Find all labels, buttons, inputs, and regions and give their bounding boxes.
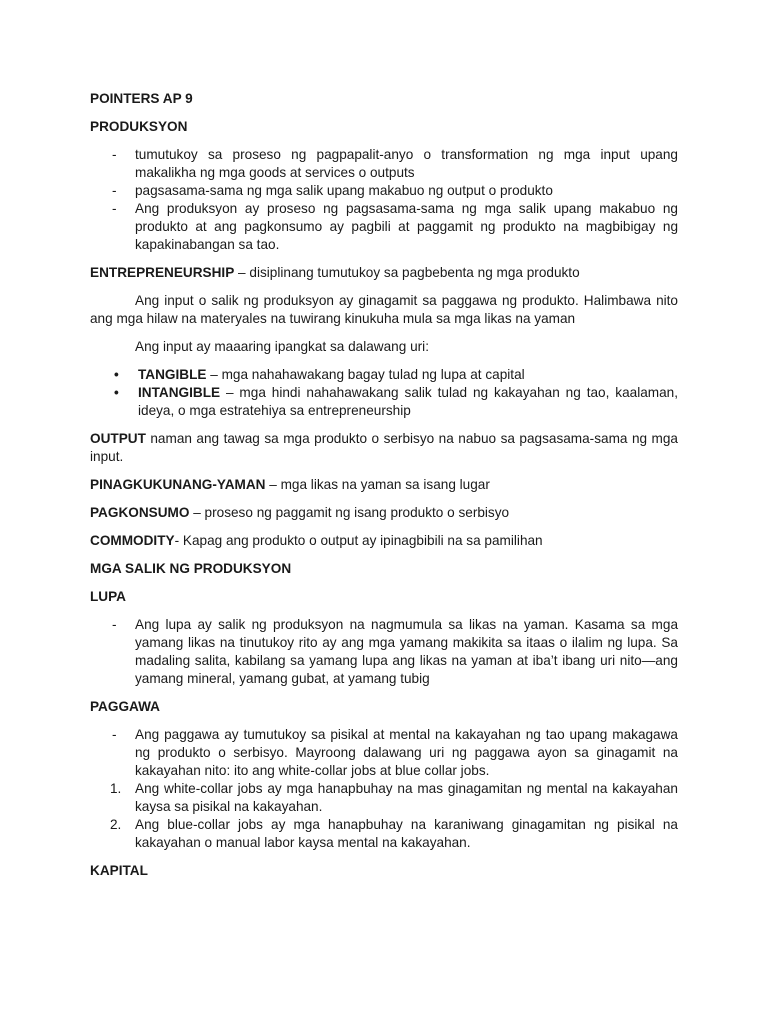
section-heading-produksyon: PRODUKSYON <box>90 119 188 134</box>
input-types-intro: Ang input ay maaaring ipangkat sa dalawang uri: <box>135 339 429 354</box>
number-marker: 2. <box>110 817 122 832</box>
pagkonsumo-definition: PAGKONSUMO – proseso ng paggamit ng isang produkto o serbisyo <box>90 505 510 520</box>
document-page <box>90 90 678 890</box>
term: PINAGKUKUNANG-YAMAN <box>90 477 266 492</box>
paggawa-numbered-list <box>90 780 678 852</box>
entrepreneurship-definition: ENTREPRENEURSHIP – disiplinang tumutukoy sa pagbebenta ng mga produkto <box>90 265 580 280</box>
document-title: POINTERS AP 9 <box>90 91 193 106</box>
dash-marker: - <box>112 201 117 216</box>
term: COMMODITY <box>90 533 175 548</box>
section-heading-paggawa: PAGGAWA <box>90 699 160 714</box>
number-marker: 1. <box>110 781 122 796</box>
input-types-list <box>90 366 678 420</box>
bullet-marker: • <box>114 367 119 382</box>
dash-marker: - <box>112 147 117 162</box>
dash-marker: - <box>112 183 117 198</box>
dash-marker: - <box>112 727 117 742</box>
pinagkukunang-yaman-definition: PINAGKUKUNANG-YAMAN – mga likas na yaman sa isang lugar <box>90 477 490 492</box>
list-item: • TANGIBLE – mga nahahawakang bagay tulad ng lupa at capital <box>114 367 525 382</box>
commodity-definition: COMMODITY- Kapag ang produkto o output ay ipinagbibili na sa pamilihan <box>90 533 543 548</box>
paggawa-list <box>90 726 678 780</box>
term: PAGKONSUMO <box>90 505 190 520</box>
list-item: - pagsasama-sama ng mga salik upang makabuo ng output o produkto <box>112 183 553 198</box>
produksyon-list <box>90 146 678 254</box>
dash-marker: - <box>112 617 117 632</box>
lupa-list <box>90 616 678 688</box>
term: OUTPUT <box>90 431 146 446</box>
input-paragraph: Ang input o salik ng produksyon ay ginagamit sa paggawa ng produkto. Halimbawa nito ang mga hilaw na materyales na tuwirang kinukuha mula sa mga likas na yaman <box>90 293 678 326</box>
bullet-marker: • <box>114 385 119 400</box>
term: INTANGIBLE <box>138 385 221 400</box>
list-item: 2. Ang blue-collar jobs ay mga hanapbuhay na karaniwang ginagamitan ng pisikal na kakayahan o manual labor kaysa mental na kakayahan. <box>110 817 678 850</box>
list-item: - Ang lupa ay salik ng produksyon na nagmumula sa likas na yaman. Kasama sa mga yamang likas na tinutukoy rito ay ang mga yamang makikita sa itaas o ilalim ng lupa. Sa madaling salita, kabilang sa yamang lupa ang likas na yaman at iba’t ibang uri nito—ang yamang mineral, yamang gubat, at yamang tubig <box>112 617 678 686</box>
list-item: • INTANGIBLE – mga hindi nahahawakang salik tulad ng kakayahan ng tao, kaalaman, ideya, o mga estratehiya sa entrepreneurship <box>114 385 678 418</box>
section-heading-kapital: KAPITAL <box>90 863 148 878</box>
term: ENTREPRENEURSHIP <box>90 265 235 280</box>
list-item: - Ang paggawa ay tumutukoy sa pisikal at mental na kakayahan ng tao upang makagawa ng produkto o serbisyo. Mayroong dalawang uri ng paggawa ayon sa ginagamit na kakayahan nito: ito ang white-collar jobs at blue collar jobs. <box>112 727 678 778</box>
list-item: - tumutukoy sa proseso ng pagpapalit-anyo o transformation ng mga input upang makalikha ng mga goods at services o outputs <box>112 147 678 180</box>
list-item: - Ang produksyon ay proseso ng pagsasama-sama ng mga salik upang makabuo ng produkto at ang pagkonsumo ay pagbili at paggamit ng produkto na magbibigay ng kapakinabangan sa tao. <box>112 201 678 252</box>
section-heading-lupa: LUPA <box>90 589 126 604</box>
section-heading-mga-salik: MGA SALIK NG PRODUKSYON <box>90 561 292 576</box>
list-item: 1. Ang white-collar jobs ay mga hanapbuhay na mas ginagamitan ng mental na kakayahan kaysa sa pisikal na kakayahan. <box>110 781 678 814</box>
term: TANGIBLE <box>138 367 207 382</box>
output-definition: OUTPUT naman ang tawag sa mga produkto o serbisyo na nabuo sa pagsasama-sama ng mga input. <box>90 431 678 464</box>
